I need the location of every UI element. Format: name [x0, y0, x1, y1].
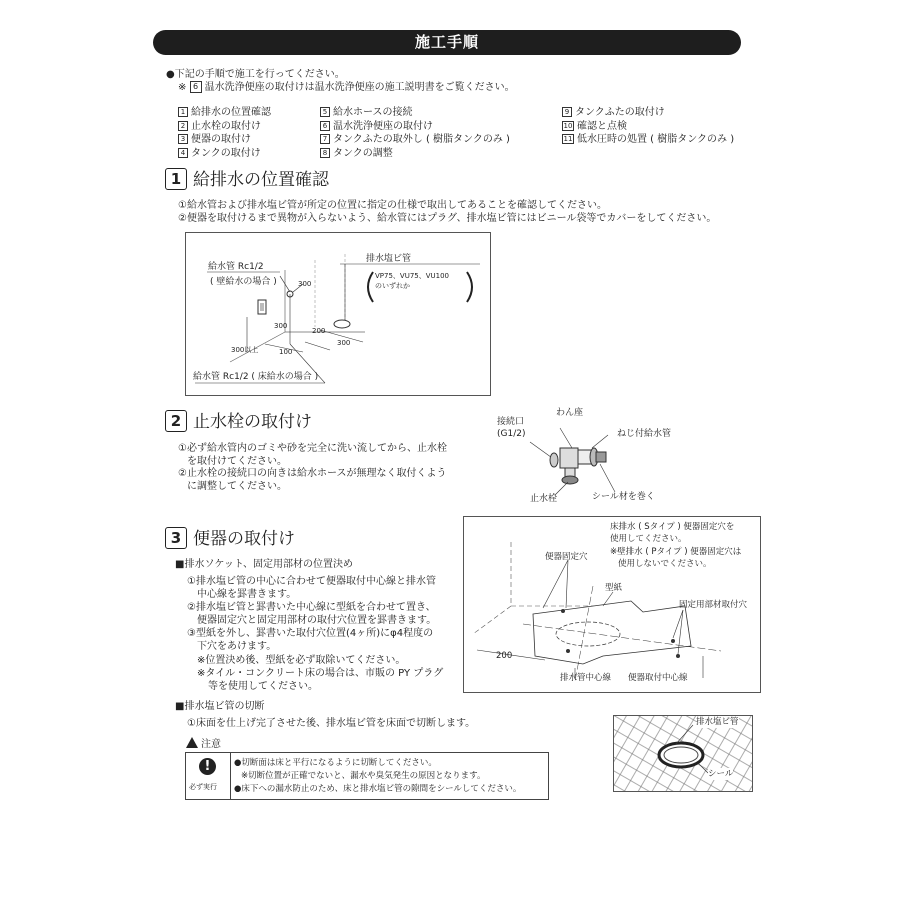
- section-2-note-1b: を取付けてください。: [187, 456, 287, 467]
- step-item: [562, 133, 734, 147]
- connection-port-spec: (G1/2): [497, 429, 526, 439]
- intro-note-text: 温水洗浄便座の取付けは温水洗浄便座の施工説明書をご覧ください。: [204, 82, 515, 93]
- step-label: 低水圧時の処置 ( 樹脂タンクのみ ): [577, 134, 735, 145]
- mandatory-label: 必ず実行: [189, 783, 217, 791]
- connection-port-label: 接続口: [497, 417, 525, 427]
- section-title: 止水栓の取付け: [193, 412, 312, 432]
- step-number: 9: [562, 107, 572, 117]
- step-label: 給排水の位置確認: [191, 107, 271, 118]
- section-2-note-2b: に調整してください。: [187, 481, 287, 492]
- dimension-200-label: 200: [496, 651, 513, 661]
- step-label: 止水栓の取付け: [191, 120, 261, 132]
- wall-supply-label: 給水管 Rc1/2: [208, 262, 264, 272]
- floor-supply-label: 給水管 Rc1/2 ( 床給水の場合 ): [193, 372, 319, 382]
- dimension-300: 300: [274, 322, 288, 330]
- drain-pipe-label: 排水塩ビ管: [366, 254, 412, 264]
- dimension-300-above: 300以上: [231, 346, 259, 354]
- wall-supply-sub-label: ( 壁給水の場合 ): [210, 277, 277, 287]
- intro-step-number: 6: [190, 81, 202, 93]
- step-label: タンクふたの取外し ( 樹脂タンクのみ ): [333, 134, 510, 145]
- section-3-step-line: ※位置決め後、型紙を必ず取除いてください。: [197, 655, 406, 666]
- section-1-note-2: ②便器を取付けるまで異物が入らないよう、給水管にはプラグ、排水塩ビ管にはビニール袋等でカバーをしてください。: [178, 213, 717, 224]
- step-item: [320, 133, 510, 147]
- drain-centerline-label: 排水管中心線: [560, 673, 612, 683]
- page-title: 施工手順: [153, 30, 741, 55]
- step-label: タンクの取付け: [191, 147, 261, 159]
- step-item: [320, 106, 510, 120]
- caution-heading: [186, 737, 221, 751]
- section-2-heading: [165, 410, 312, 434]
- section-3-step-line: ②排水塩ビ管と罫書いた中心線に型紙を合わせて置き、: [187, 602, 436, 613]
- step-item: [562, 120, 734, 134]
- fixture-hole-label: 固定用部材取付穴: [679, 600, 748, 610]
- dimension-300: 300: [337, 339, 351, 347]
- section-3-subheading-2: ■排水塩ビ管の切断: [175, 701, 265, 712]
- intro-note-mark: ※: [178, 82, 187, 93]
- dimension-100: 100: [279, 348, 293, 356]
- step-number: 11: [563, 135, 573, 143]
- step-item: [178, 120, 271, 134]
- step-number: 3: [178, 134, 188, 144]
- section-3-step-line: ※タイル・コンクリート床の場合は、市販の PY プラグ: [197, 668, 444, 679]
- drain-pipe-cut-label: 排水塩ビ管: [696, 717, 739, 727]
- section-number: 2: [165, 410, 187, 432]
- template-label: 型紙: [605, 583, 623, 593]
- step-number: 6: [320, 121, 330, 131]
- section-3-heading: [165, 527, 295, 551]
- template-note-4: 使用しないでください。: [618, 559, 712, 569]
- steps-column-2: [320, 106, 510, 160]
- template-note-1: 床排水 ( Sタイプ ) 便器固定穴を: [610, 522, 735, 532]
- step-item: [320, 147, 510, 161]
- template-note-3: ※壁排水 ( Pタイプ ) 便器固定穴は: [610, 547, 742, 557]
- toilet-centerline-label: 便器取付中心線: [628, 673, 688, 683]
- step-number: 7: [320, 134, 330, 144]
- step-number: 10: [563, 121, 573, 130]
- washer-seat-label: わん座: [556, 408, 584, 418]
- toilet-fix-hole-label: 便器固定穴: [545, 552, 588, 562]
- section-3-step-line: 便器固定穴と固定用部材の取付穴位置を罫書きます。: [197, 615, 437, 626]
- exclamation-icon: !: [199, 758, 216, 775]
- drain-spec-1: VP75、VU75、VU100: [375, 272, 450, 280]
- step-label: 確認と点検: [577, 120, 627, 132]
- step-item: [178, 147, 271, 161]
- section-1-note-1: ①給水管および排水塩ビ管が所定の位置に指定の仕様で取出してあることを確認してください。: [178, 200, 607, 211]
- step-number: 8: [320, 148, 330, 158]
- section-number: 1: [165, 168, 187, 190]
- step-number: 4: [178, 148, 188, 158]
- section-3-step-line: ③型紙を外し、罫書いた取付穴位置(4ヶ所)にφ4程度の: [187, 628, 434, 639]
- seal-tape-label: シール材を巻く: [592, 492, 655, 502]
- steps-column-1: [178, 106, 271, 160]
- template-note-2: 使用してください。: [610, 534, 687, 544]
- threaded-pipe-label: ねじ付給水管: [617, 429, 672, 439]
- steps-column-3: [562, 106, 734, 147]
- caution-line: ※切断位置が正確でないと、漏水や臭気発生の原因となります。: [241, 771, 486, 781]
- caution-icon-cell: [186, 753, 231, 799]
- section-3-cut-instruction: ①床面を仕上げ完了させた後、排水塩ビ管を床面で切断します。: [187, 718, 476, 729]
- seal-label: シール: [708, 769, 734, 779]
- step-label: 給水ホースの接続: [333, 107, 413, 118]
- section-2-note-1a: ①必ず給水管内のゴミや砂を完全に洗い流してから、止水栓: [178, 443, 447, 454]
- step-number: 5: [320, 107, 330, 117]
- step-number: 1: [178, 107, 188, 117]
- step-label: タンクふたの取付け: [575, 107, 665, 118]
- section-number: 3: [165, 527, 187, 549]
- section-3-step-line: 中心線を罫書きます。: [197, 589, 297, 600]
- caution-line: ●床下への漏水防止のため、床と排水塩ビ管の隙間をシールしてください。: [234, 784, 522, 794]
- warning-triangle-icon: [186, 737, 198, 748]
- step-item: [178, 133, 271, 147]
- step-item: [320, 120, 510, 134]
- section-2-note-2a: ②止水栓の接続口の向きは給水ホースが無理なく取付くよう: [178, 468, 447, 479]
- section-3-step-line: 等を使用してください。: [208, 681, 318, 692]
- caution-line: ●切断面は床と平行になるように切断してください。: [234, 758, 437, 768]
- caution-box: [185, 752, 549, 800]
- caution-title: 注意: [201, 739, 221, 750]
- section-3-subheading-1: ■排水ソケット、固定用部材の位置決め: [175, 559, 353, 570]
- section-title: 便器の取付け: [193, 529, 295, 549]
- drain-spec-2: のいずれか: [375, 282, 410, 290]
- intro-line-2: [178, 81, 515, 94]
- step-number: 2: [178, 121, 188, 131]
- dimension-300: 300: [298, 280, 312, 288]
- intro-line-1: ●下記の手順で施工を行ってください。: [166, 69, 345, 80]
- section-3-step-line: ①排水塩ビ管の中心に合わせて便器取付中心線と排水管: [187, 576, 436, 587]
- step-label: タンクの調整: [333, 147, 393, 159]
- section-1-heading: [165, 168, 329, 192]
- step-item: [562, 106, 734, 120]
- step-label: 便器の取付け: [191, 134, 251, 145]
- step-label: 温水洗浄便座の取付け: [333, 120, 433, 132]
- section-title: 給排水の位置確認: [193, 170, 329, 190]
- section-3-step-line: 下穴をあけます。: [197, 641, 277, 652]
- stop-valve-label: 止水栓: [530, 494, 558, 504]
- dimension-200: 200: [312, 327, 326, 335]
- step-item: [178, 106, 271, 120]
